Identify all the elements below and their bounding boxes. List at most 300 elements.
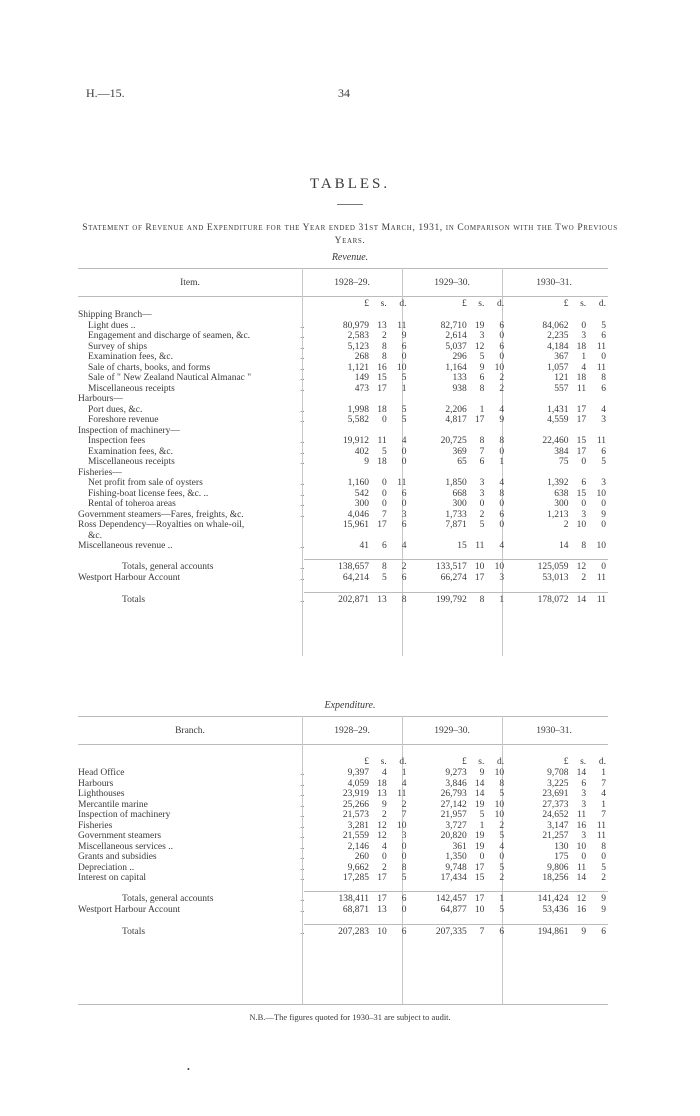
pounds-cell: 9,748 [445,862,467,873]
pounds-cell: 2,206 [445,404,467,415]
spacer [506,468,516,479]
pence-cell: 11 [596,341,606,352]
pence-cell [588,915,608,927]
pounds-cell: 668 [452,488,467,499]
leader-dots: .. [300,446,305,457]
shillings-cell: 11 [577,383,587,394]
totals-rule [304,559,608,560]
leader-dots: .. [300,873,305,883]
revenue-row [78,468,608,479]
expenditure-row-label-text: Government steamers [78,831,162,841]
pounds-cell: 65 [457,457,467,467]
revenue-row-label-text: Port dues, &c. [88,404,143,415]
revenue-row-label [78,373,311,384]
leader-dots: .. [300,331,305,341]
spacer [506,457,516,468]
pence-cell: 0 [401,852,407,862]
shillings-cell: 18 [377,404,387,415]
shillings-cell: 14 [474,778,485,789]
pounds-cell: 202,871 [338,595,370,605]
pounds-cell [415,583,469,595]
pounds-cell [311,310,371,321]
revenue-row [78,457,608,468]
pounds-cell [516,468,570,479]
shillings-cell: 8 [381,562,387,572]
page-mark: • [187,1065,190,1074]
shillings-cell [571,552,589,563]
pounds-cell: £ [563,756,569,767]
revenue-row [78,436,608,447]
pounds-cell: 9,806 [547,862,569,873]
pence-cell [389,884,409,895]
leader-dots: .. [300,404,305,415]
pounds-cell: 138,411 [338,894,370,904]
shillings-cell: 16 [576,904,587,915]
spacer [506,373,516,384]
pence-cell: 8 [499,488,505,499]
revenue-row-label [78,436,311,447]
revenue-top-rule [78,268,608,269]
spacer [506,384,516,395]
revenue-row-label-text: Light dues .. [88,320,136,331]
pence-cell [486,552,506,563]
shillings-cell: 14 [474,789,485,799]
spacer [506,756,516,768]
shillings-cell: 5 [381,572,387,583]
shillings-cell: 4 [381,768,387,778]
shillings-cell: 2 [381,331,387,341]
pence-cell: 11 [596,572,606,583]
pounds-cell: 9,397 [347,768,370,778]
pounds-cell: 19,912 [342,436,370,446]
pence-cell: 6 [401,894,407,904]
pounds-cell: 207,283 [338,927,370,937]
shillings-cell: 0 [581,852,587,862]
pence-cell: 9 [601,894,606,904]
pence-cell: 6 [401,572,407,583]
leader-dots: .. [300,768,305,778]
pounds-cell: £ [364,756,370,767]
pence-cell: 6 [499,927,505,937]
shillings-cell: 0 [381,478,387,488]
pounds-cell: 27,373 [542,799,569,810]
pounds-cell [415,884,469,895]
pounds-cell: 125,059 [537,562,569,572]
spacer [506,800,516,811]
expenditure-row [78,863,608,874]
spacer [506,520,516,531]
shillings-cell: 10 [576,520,587,530]
pounds-cell: £ [461,756,467,767]
pounds-cell: 2,235 [547,331,569,341]
expenditure-westport-row-label-text: Westport Harbour Account [78,904,181,915]
revenue-totals-row-label [78,595,311,606]
shillings-cell [371,468,389,479]
shillings-cell: s. [580,756,587,767]
pence-cell: 6 [499,341,505,352]
pounds-cell: 9 [364,457,370,467]
pounds-cell: 17,434 [440,873,467,883]
revenue-row [78,331,608,342]
pence-cell [588,426,608,437]
pence-cell: 0 [601,520,606,530]
pence-cell: 9 [401,331,407,341]
pence-cell: 11 [596,436,606,446]
pence-cell: 7 [401,810,407,820]
revenue-row-label [78,352,311,363]
pence-cell: 5 [499,862,505,873]
expenditure-spacer-row [78,884,608,895]
pounds-cell: 2,614 [445,331,467,341]
expenditure-row-label [78,873,311,884]
spacer [506,436,516,447]
pounds-cell: 1,998 [347,404,370,415]
shillings-cell [371,915,389,927]
pence-cell: 7 [601,778,606,789]
pounds-cell: 1,850 [445,478,467,488]
pounds-cell: 4,817 [445,415,467,425]
spacer [506,426,516,437]
pence-cell: 11 [596,362,606,373]
pence-cell: d. [399,756,407,767]
pence-cell: 0 [401,904,407,915]
expenditure-bottom-rule [78,1004,608,1005]
shillings-cell: 1 [479,404,485,415]
pence-cell: 5 [601,320,606,331]
pence-cell: 10 [494,810,505,820]
leader-dots: .. [300,862,305,873]
expenditure-top-rule [78,716,608,717]
spacer [506,310,516,321]
pence-cell: 10 [596,488,606,499]
pence-cell: 2 [401,562,407,572]
shillings-cell: 11 [475,541,485,551]
revenue-row-label [78,510,311,521]
spacer [506,405,516,416]
pounds-cell: 41 [359,541,370,551]
pounds-cell: 3,225 [547,778,569,789]
shillings-cell: 8 [479,595,485,605]
pence-cell: 11 [397,789,407,799]
pence-cell: 3 [401,509,407,520]
pounds-cell [311,552,371,563]
expenditure-currency-row [78,756,608,768]
pounds-cell: 14 [559,541,569,551]
revenue-row [78,363,608,374]
spacer [506,810,516,821]
pence-cell: 0 [499,499,505,509]
revenue-spacer-row-label [78,583,311,595]
spacer [506,352,516,363]
pence-cell [389,394,409,405]
shillings-cell: 3 [479,488,485,499]
pounds-cell: 638 [554,488,569,499]
pounds-cell: 23,919 [342,789,370,799]
pence-cell: 0 [499,331,505,341]
pence-cell: 4 [499,478,505,488]
leader-dots: .. [300,478,305,488]
pence-cell: 8 [601,373,606,383]
shillings-cell: 0 [581,320,587,331]
pence-cell: 0 [499,446,505,457]
pence-cell: 4 [401,778,407,789]
expenditure-row-label [78,779,311,790]
shillings-cell: 0 [381,499,387,509]
pence-cell: d. [399,298,407,309]
revenue-spacer-row-label [78,552,311,563]
revenue-spacer-row [78,583,608,595]
pounds-cell: 9,273 [445,768,467,778]
pence-cell: 1 [499,595,505,605]
leader-dots: .. [300,789,305,799]
pounds-cell [415,915,469,927]
revenue-row-label [78,331,311,342]
shillings-cell: 0 [381,415,387,425]
shillings-cell [571,310,589,321]
pounds-cell: 1,350 [445,852,467,862]
pence-cell [486,915,506,927]
pounds-cell: 142,457 [435,894,467,904]
pence-cell: 0 [601,562,606,572]
pence-cell: 4 [401,436,407,446]
revenue-currency-row [78,298,608,310]
spacer [506,531,516,542]
pence-cell: 2 [499,373,505,383]
audit-note: N.B.—The figures quoted for 1930–31 are subject to audit. [249,1012,451,1022]
spacer [506,562,516,573]
revenue-row-label-text: Examination fees, &c. [88,446,173,457]
spacer [506,595,516,606]
pounds-cell: 369 [452,446,467,457]
shillings-cell: 8 [479,383,485,394]
spacer [506,583,516,595]
pence-cell [486,394,506,405]
revenue-westport-row [78,573,608,584]
pence-cell: 8 [401,862,407,873]
pounds-cell [311,583,371,595]
pence-cell: 4 [401,541,407,551]
expenditure-row-label [78,831,311,842]
revenue-row [78,352,608,363]
expenditure-spacer-row-label-text [78,916,80,926]
revenue-header-rule [78,296,608,297]
pence-cell: 8 [499,436,505,446]
shillings-cell: 3 [581,831,587,841]
revenue-row-label [78,342,311,353]
revenue-row-label-text: Ross Dependency—Royalties on whale-oil, [78,520,245,530]
pence-cell: 2 [401,799,407,810]
pence-cell: 3 [401,831,407,841]
revenue-year-header: 1929–30. [434,278,470,288]
pounds-cell: 1,164 [445,362,467,373]
shillings-cell: 8 [479,436,485,446]
revenue-totals-general-row-label-text: Totals, general accounts [122,562,214,572]
pounds-cell: 138,657 [338,562,370,572]
pounds-cell: 141,424 [537,894,569,904]
expenditure-row [78,842,608,853]
shillings-cell [371,426,389,437]
leader-dots: .. [300,352,305,362]
expenditure-row-label [78,842,311,853]
pounds-cell: 260 [354,852,370,862]
shillings-cell [469,310,487,321]
revenue-row-label-text: Examination fees, &c. [88,352,173,362]
pence-cell: 1 [401,383,407,394]
revenue-row-label [78,531,311,542]
shillings-cell: 17 [377,894,387,904]
pounds-cell: 3,147 [547,820,569,831]
pence-cell: 8 [499,778,505,789]
revenue-row-label [78,321,311,332]
leader-dots: .. [300,572,305,583]
pence-cell [588,468,608,479]
pence-cell: 1 [499,457,505,467]
leader-dots: .. [300,894,305,904]
shillings-cell: s. [478,298,485,309]
pounds-cell: 82,710 [440,320,467,331]
leader-dots: .. [300,320,305,331]
pounds-cell [516,310,570,321]
pence-cell: 11 [397,320,407,331]
shillings-cell: 18 [377,778,387,789]
revenue-row [78,394,608,405]
pounds-cell: 130 [554,841,569,852]
pence-cell [588,583,608,595]
revenue-row-label [78,310,311,321]
expenditure-row-label-text: Fisheries [78,820,113,831]
spacer [506,779,516,790]
pounds-cell [516,552,570,563]
pounds-cell: 64,877 [440,904,467,915]
expenditure-row [78,831,608,842]
expenditure-year-header: 1928–29. [334,726,370,736]
pence-cell: 10 [494,768,505,778]
pence-cell: 9 [601,509,606,520]
revenue-row-label [78,426,311,437]
leader-dots: .. [300,415,305,425]
expenditure-row-label-text: Grants and subsidies [78,852,157,862]
shillings-cell: 17 [474,894,485,904]
pence-cell [588,394,608,405]
shillings-cell: 3 [581,789,587,799]
spacer [506,915,516,927]
expenditure-row-label-text: Interest on capital [78,873,147,883]
shillings-cell: 16 [576,820,587,831]
pence-cell [389,426,409,437]
pounds-cell: 53,436 [542,904,569,915]
expenditure-row-label-text: Lighthouses [78,789,125,799]
pence-cell [588,552,608,563]
pounds-cell [415,394,469,405]
spacer [506,821,516,832]
spacer [506,831,516,842]
shillings-cell: s. [380,756,387,767]
revenue-year-header: 1928–29. [334,278,370,288]
shillings-cell: 6 [479,457,485,467]
pence-cell: 2 [499,873,505,883]
revenue-totals-general-row [78,562,608,573]
pounds-cell: 25,266 [342,799,370,810]
shillings-cell [571,884,589,895]
shillings-cell: 3 [479,331,485,341]
pence-cell: 6 [499,509,505,520]
pounds-cell [516,531,570,542]
shillings-cell: 4 [381,841,387,852]
pence-cell: 2 [499,383,505,394]
leader-dots: .. [300,541,305,551]
spacer [506,884,516,895]
pence-cell: 10 [596,541,606,551]
leader-dots: .. [300,595,305,605]
pence-cell: 5 [401,404,407,415]
leader-dots: .. [300,927,305,937]
pounds-cell: 384 [554,446,569,457]
revenue-row-label-text: &c. [88,530,102,541]
title-divider [337,204,363,205]
revenue-row-label [78,405,311,416]
spacer [506,363,516,374]
shillings-cell: 18 [377,457,387,467]
shillings-cell [469,426,487,437]
shillings-cell: 9 [479,362,485,373]
revenue-row-label [78,457,311,468]
shillings-cell [571,583,589,595]
pence-cell: 5 [401,415,407,425]
revenue-spacer-row [78,552,608,563]
pence-cell [486,583,506,595]
revenue-row-label-text: Fishing-boat license fees, &c. .. [88,488,209,499]
page-number: 34 [338,86,350,100]
leader-dots: .. [300,852,305,862]
pounds-cell: 68,871 [342,904,370,915]
pounds-cell [415,552,469,563]
pounds-cell: 66,274 [440,572,467,583]
leader-dots: .. [300,341,305,352]
pence-cell: 6 [601,383,606,394]
expenditure-branch-header: Branch. [175,726,205,736]
leader-dots: .. [300,362,305,373]
expenditure-row [78,873,608,884]
shillings-cell: 8 [381,352,387,362]
revenue-row-label [78,468,311,479]
spacer [506,478,516,489]
spacer [506,863,516,874]
pence-cell: 5 [499,789,505,799]
shillings-cell: 0 [479,499,485,509]
expenditure-row-label [78,852,311,863]
pounds-cell: 300 [452,499,467,509]
pounds-cell [415,531,469,542]
shillings-cell: 17 [377,520,387,530]
shillings-cell: 10 [576,841,587,852]
pounds-cell: 178,072 [537,595,569,605]
pounds-cell [311,468,371,479]
revenue-row [78,489,608,500]
page-title: TABLES. [309,176,391,192]
pounds-cell: 2,583 [347,331,370,341]
revenue-row-label-text: Net profit from sale of oysters [88,478,203,488]
shillings-cell: 5 [479,810,485,820]
revenue-row-label-text: Sale of charts, books, and forms [88,362,211,373]
revenue-row [78,541,608,552]
pounds-cell: 15,961 [342,520,370,530]
leader-dots: .. [300,499,305,509]
expenditure-row-label [78,863,311,874]
shillings-cell: 17 [474,572,485,583]
expenditure-totals-general-row-label-text: Totals, general accounts [122,894,214,904]
pounds-cell: 1,213 [547,509,569,520]
revenue-item-header: Item. [180,278,200,288]
